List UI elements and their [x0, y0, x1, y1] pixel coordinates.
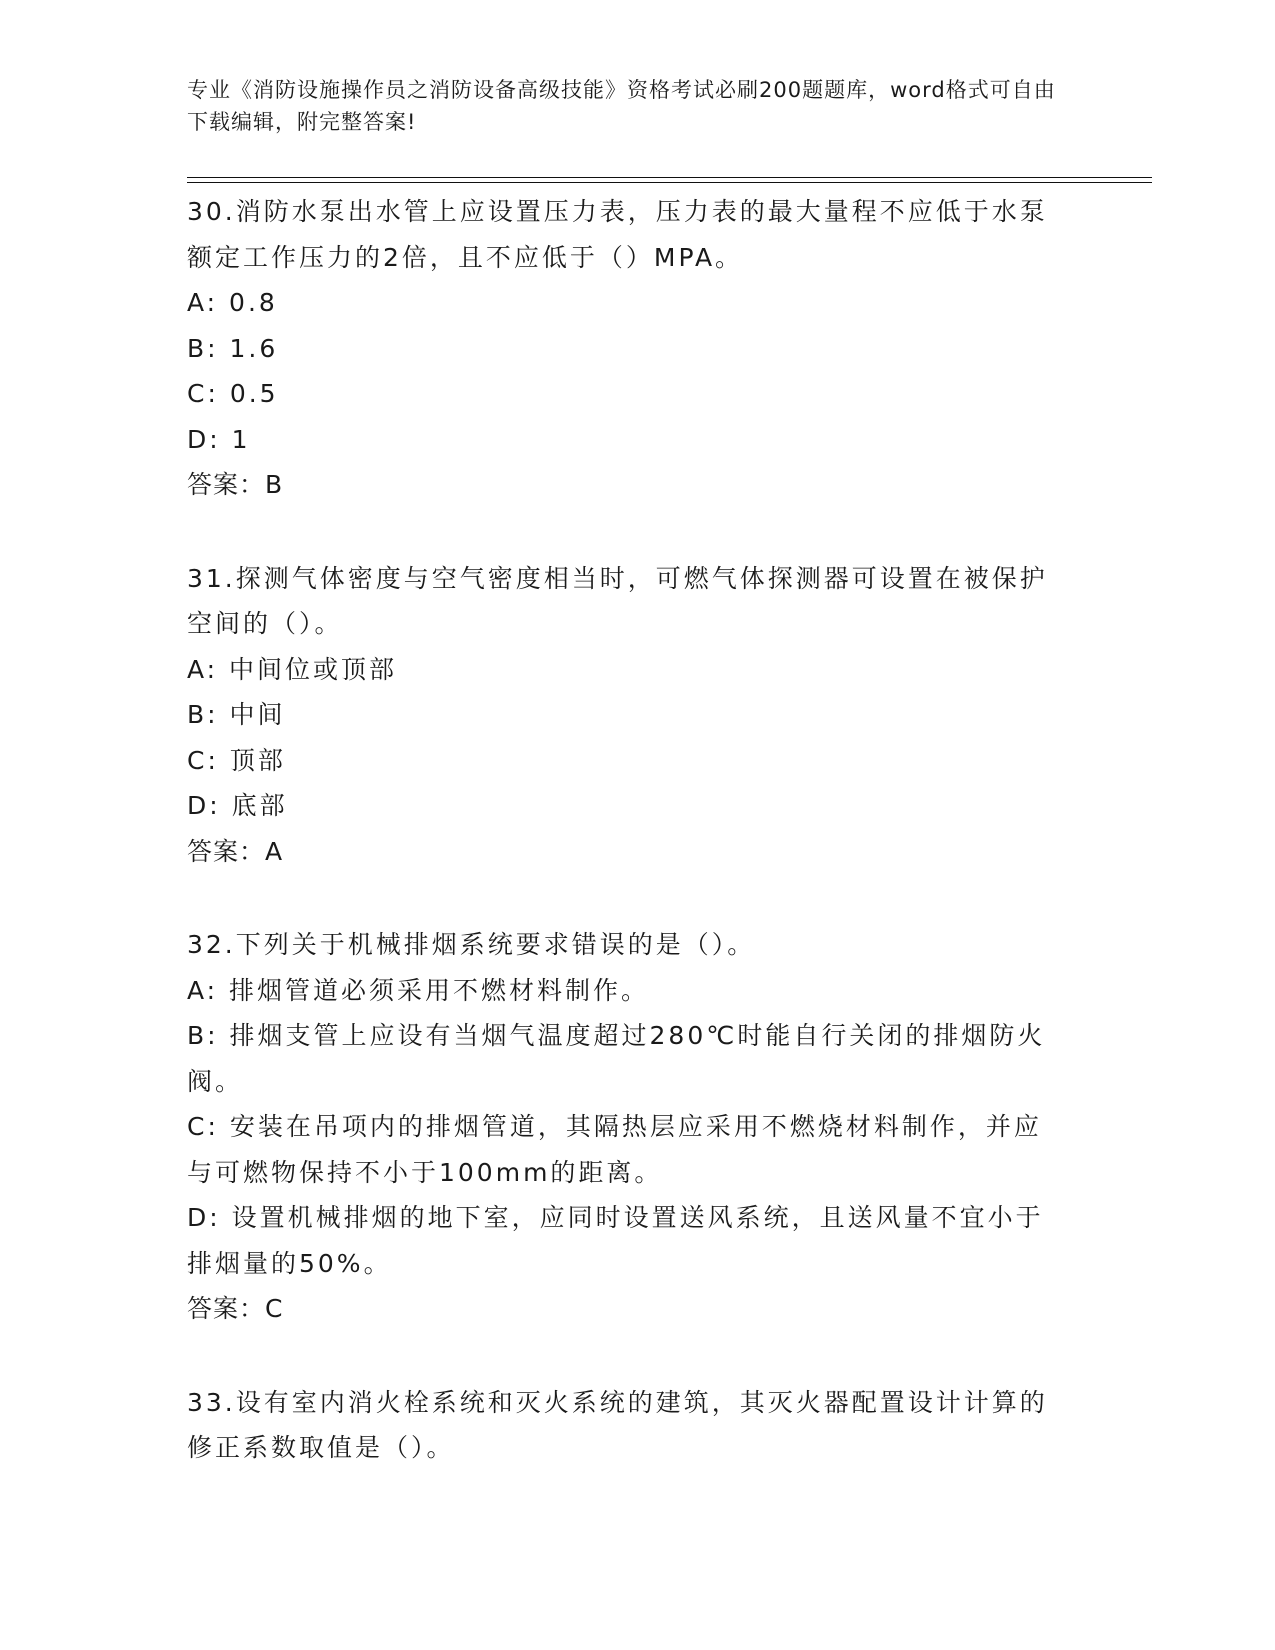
- question-33: [187, 1380, 1067, 1471]
- option-c: C: 安装在吊项内的排烟管道，其隔热层应采用不燃烧材料制作，并应与可燃物保持不小于100mm的距离。: [187, 1112, 1042, 1187]
- question-30: [187, 189, 1067, 508]
- question-31: [187, 556, 1067, 875]
- option-d: D: 1: [187, 424, 251, 454]
- question-stem: 31.探测气体密度与空气密度相当时，可燃气体探测器可设置在被保护空间的（）。: [187, 563, 1048, 638]
- question-stem: 33.设有室内消火栓系统和灭火系统的建筑，其灭火器配置设计计算的修正系数取值是（）。: [187, 1387, 1048, 1462]
- option-d: D: 底部: [187, 791, 288, 820]
- answer-label: 答案：B: [187, 470, 284, 499]
- header-divider-bottom: [187, 182, 1152, 183]
- header-divider-top: [187, 177, 1152, 178]
- document-header: 专业《消防设施操作员之消防设备高级技能》资格考试必刷200题题库，word格式可自由下载编辑，附完整答案!: [187, 78, 1056, 134]
- option-b: B: 1.6: [187, 333, 279, 363]
- option-c: C: 0.5: [187, 379, 279, 408]
- option-b: B: 排烟支管上应设有当烟气温度超过280℃时能自行关闭的排烟防火阀。: [187, 1021, 1046, 1096]
- option-a: A: 0.8: [187, 288, 278, 317]
- question-stem: 32.下列关于机械排烟系统要求错误的是（）。: [187, 930, 756, 959]
- option-a: A: 排烟管道必须采用不燃材料制作。: [187, 975, 650, 1005]
- answer-label: 答案：C: [187, 1294, 284, 1323]
- question-list: [187, 189, 1067, 1519]
- option-c: C: 顶部: [187, 745, 286, 775]
- option-b: B: 中间: [187, 700, 286, 729]
- option-d: D: 设置机械排烟的地下室，应同时设置送风系统，且送风量不宜小于排烟量的50%。: [187, 1203, 1044, 1278]
- question-stem: 30.消防水泵出水管上应设置压力表，压力表的最大量程不应低于水泵额定工作压力的2倍，且不应低于（）MPA。: [187, 197, 1048, 272]
- option-a: A: 中间位或顶部: [187, 654, 398, 684]
- answer-label: 答案：A: [187, 836, 284, 866]
- question-32: [187, 922, 1067, 1332]
